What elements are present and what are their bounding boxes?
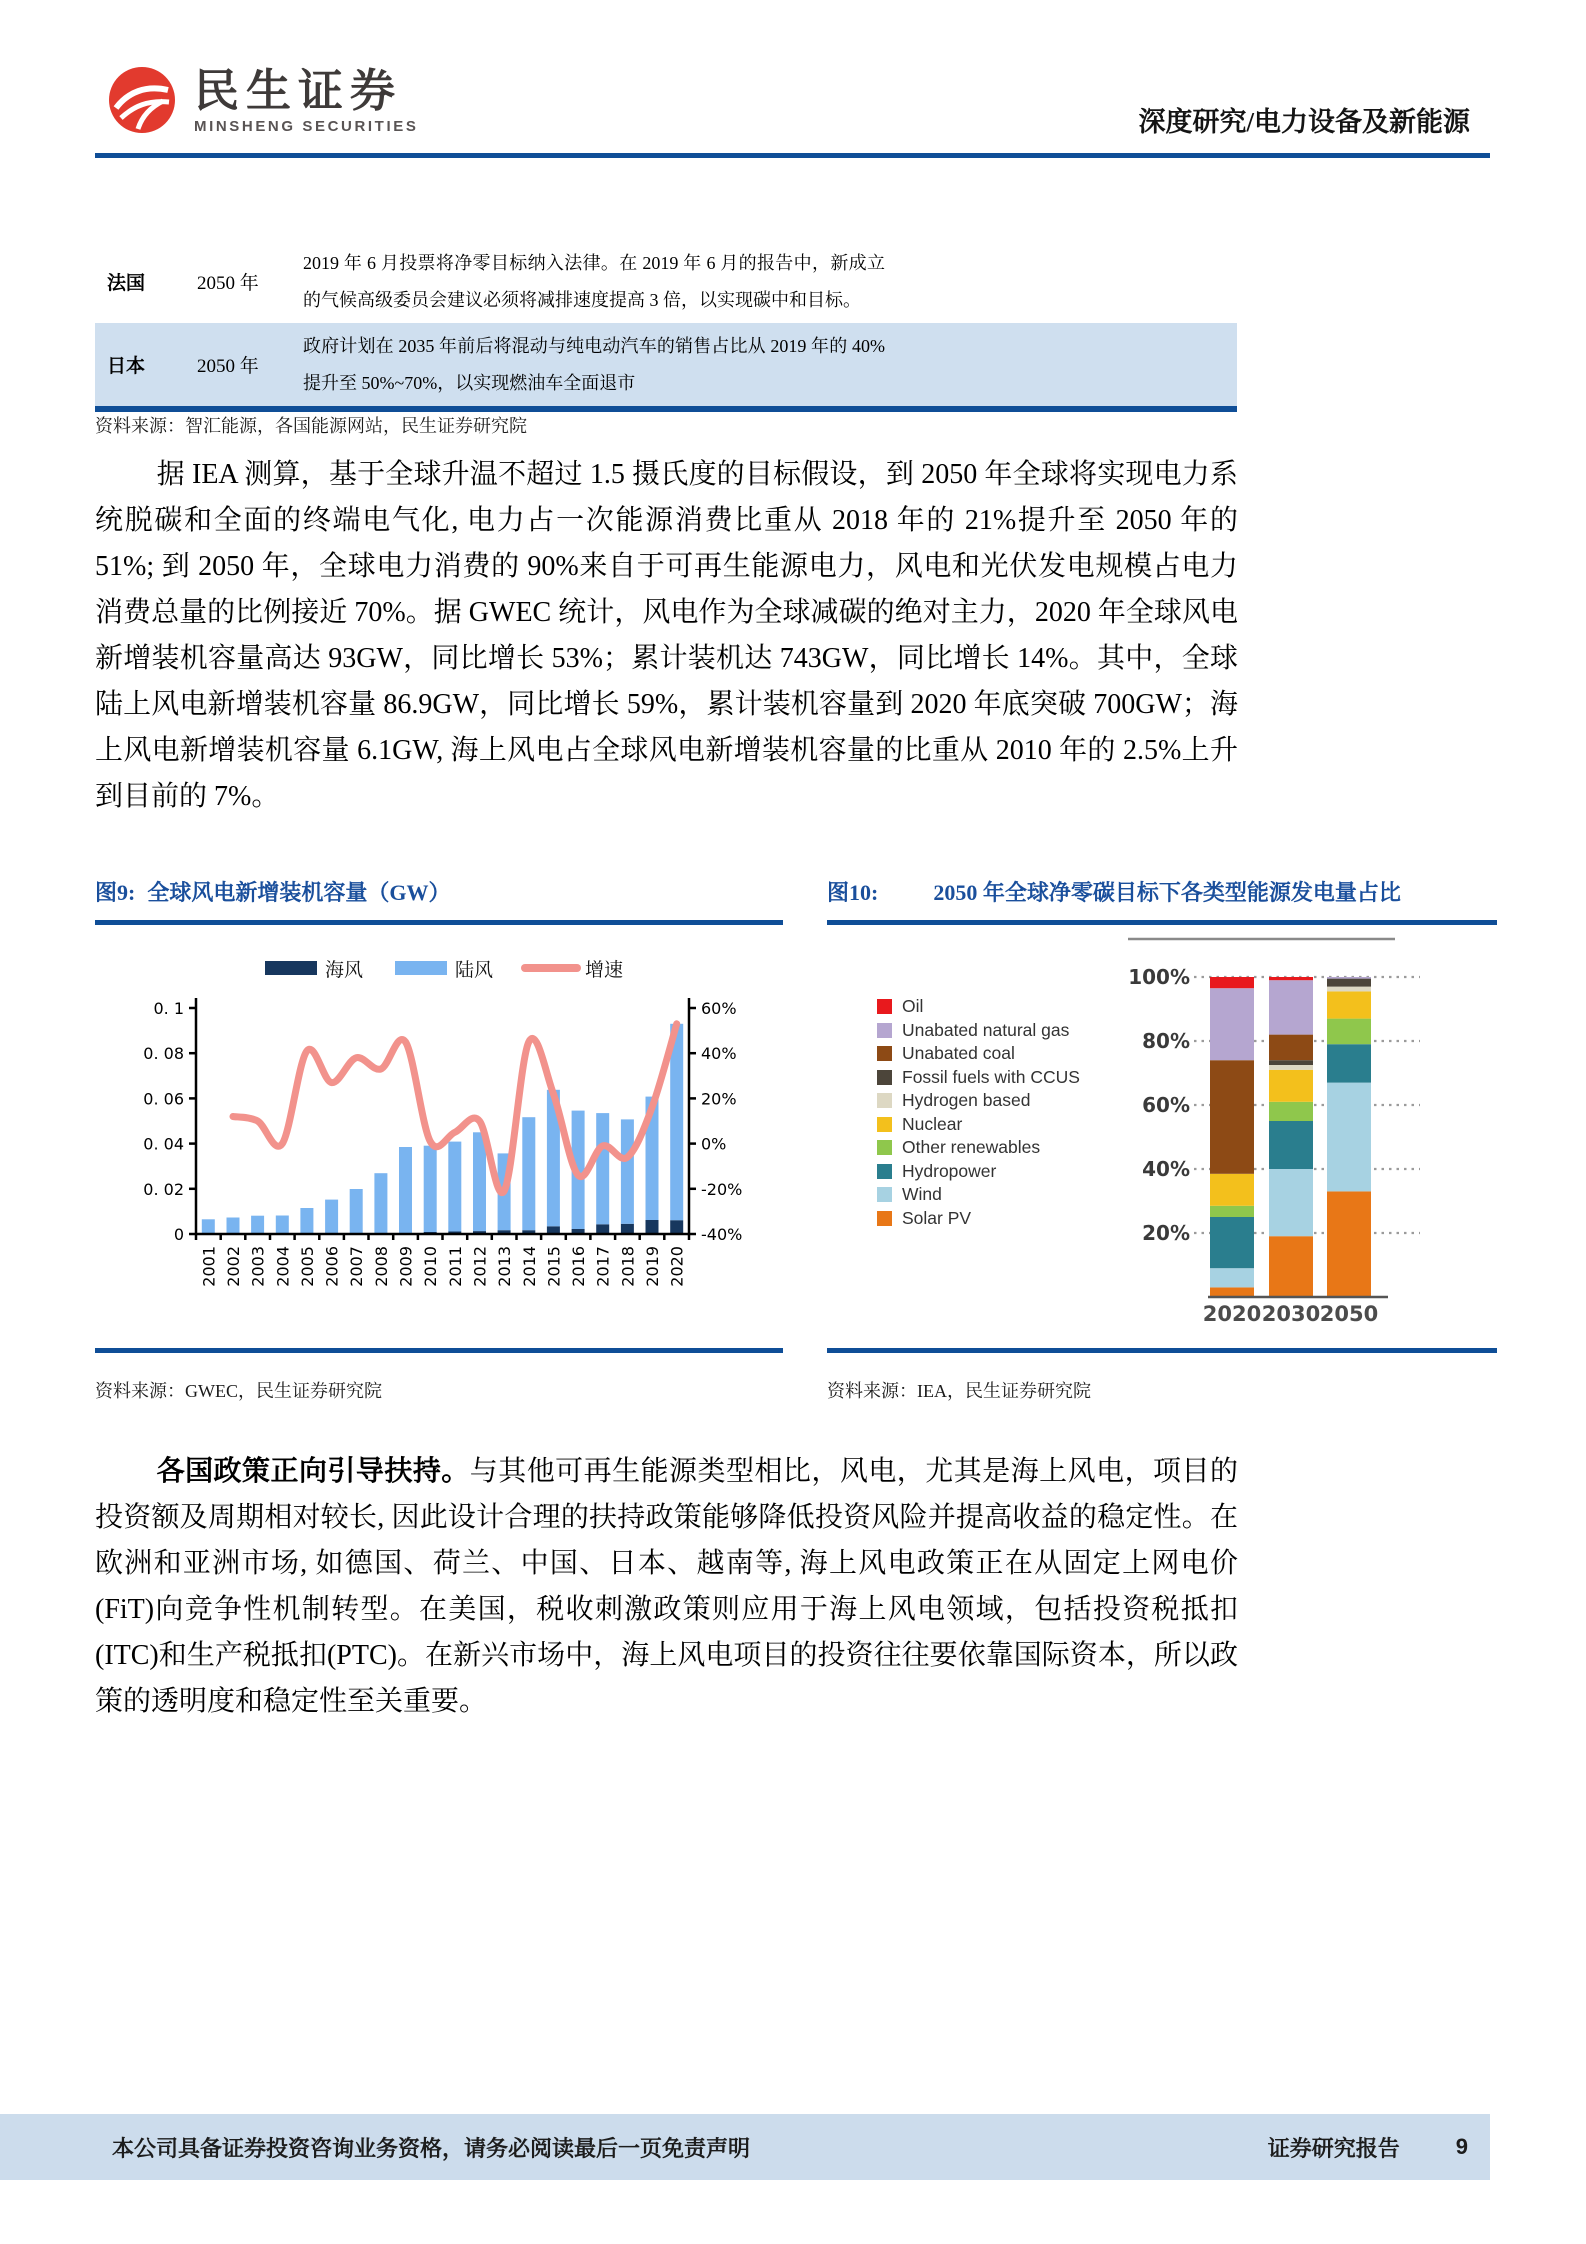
fig10-legend [877,995,1080,1230]
svg-text:2006: 2006 [322,1246,342,1287]
brand-block [194,66,418,135]
table-row [95,323,1237,406]
legend-item [877,1042,1080,1066]
legend-swatch [877,1023,892,1038]
footer-disclaimer: 本公司具备证券投资咨询业务资格，请务必阅读最后一页免责声明 [112,2135,751,2161]
legend-swatch [877,1070,892,1085]
svg-text:2002: 2002 [224,1246,243,1287]
svg-text:2020: 2020 [667,1246,687,1287]
legend-swatch [877,1187,892,1202]
legend-label: Oil [902,996,924,1017]
svg-text:2010: 2010 [421,1246,441,1287]
svg-text:2019: 2019 [643,1246,662,1287]
figure-9-title [95,876,783,925]
legend-swatch [877,1211,892,1226]
figure-10-body [827,925,1497,1353]
figure-9-body [95,925,783,1353]
legend-label: Hydropower [902,1160,997,1181]
svg-text:2009: 2009 [396,1246,416,1287]
svg-text:2008: 2008 [371,1246,391,1287]
legend-item [877,1207,1080,1231]
figure-10 [827,876,1497,1403]
header-rule [95,153,1490,158]
legend-swatch [877,1046,892,1061]
legend-label: Nuclear [902,1113,963,1134]
legend-swatch [877,1140,892,1155]
svg-text:40%: 40% [1142,1157,1190,1181]
footer-right [1268,2132,1468,2163]
country-cell: 日本 [107,356,146,377]
svg-text:2015: 2015 [544,1246,564,1287]
table-source: 资料来源：智汇能源，各国能源网站，民生证券研究院 [95,416,527,436]
legend-item [877,995,1080,1019]
svg-text:80%: 80% [1142,1029,1190,1053]
svg-text:2001: 2001 [199,1246,219,1287]
svg-text:2013: 2013 [495,1246,515,1287]
svg-text:2020: 2020 [1202,1302,1262,1326]
legend-label: Hydrogen based [902,1090,1031,1111]
svg-text:20%: 20% [1142,1221,1190,1245]
header [108,66,418,135]
figure-9-label: 图9: [95,880,136,905]
svg-text:60%: 60% [701,999,737,1018]
svg-text:0. 04: 0. 04 [143,1134,184,1154]
legend-item [877,1113,1080,1137]
table-row [95,240,1237,323]
svg-text:60%: 60% [1142,1093,1190,1117]
legend-item [877,1019,1080,1043]
policy-desc-cell: 政府计划在 2035 年前后将混动与纯电动汽车的销售占比从 2019 年的 40%提升至 50%~70%，以实现燃油车全面退市 [303,335,885,393]
svg-text:海风: 海风 [325,960,364,981]
svg-text:0. 02: 0. 02 [143,1179,184,1199]
svg-text:2017: 2017 [593,1246,613,1287]
fig9-chart [95,925,783,1353]
country-cell: 法国 [107,273,146,294]
paragraph-lead: 各国政策正向引导扶持。 [156,1455,470,1486]
legend-swatch [877,1093,892,1108]
legend-item [877,1136,1080,1160]
figure-9-title-text: 全球风电新增装机容量（GW） [147,880,451,905]
svg-text:2007: 2007 [347,1246,367,1287]
svg-text:2011: 2011 [445,1246,465,1287]
target-year-cell: 2050 年 [197,273,259,294]
svg-text:2004: 2004 [273,1246,293,1287]
brand-name-cn: 民生证券 [194,65,403,116]
figure-10-title-text: 2050 年全球净零碳目标下各类型能源发电量占比 [933,880,1401,905]
svg-text:2003: 2003 [248,1246,268,1287]
svg-text:2030: 2030 [1261,1302,1321,1326]
legend-item [877,1160,1080,1184]
target-year-cell: 2050 年 [197,356,259,377]
report-category: 深度研究/电力设备及新能源 [1138,107,1470,137]
legend-item [877,1066,1080,1090]
svg-text:40%: 40% [701,1044,737,1064]
svg-text:20%: 20% [701,1089,737,1109]
svg-text:2050: 2050 [1319,1302,1379,1326]
legend-swatch [877,1164,892,1179]
svg-text:2014: 2014 [519,1246,539,1287]
energy-mix-chart [1126,931,1461,1336]
figure-9-source: 资料来源：GWEC，民生证券研究院 [95,1381,382,1401]
svg-text:0: 0 [173,1225,184,1244]
minsheng-logo-icon [108,66,176,134]
legend-label: Wind [902,1184,942,1205]
footer-bar [0,2114,1490,2180]
paragraph-body: 与其他可再生能源类型相比，风电，尤其是海上风电，项目的投资额及周期相对较长, 因此设计合理的扶持政策能够降低投资风险并提高收益的稳定性。在欧洲和亚洲市场, 如德国、荷兰、中国、日本、越南等, 海上风电政策正在从固定上网电价(FiT)向竞争性机制转型。在美国，税收刺激政策则应用于海上风电领域，包括投资税抵扣 (ITC)和生产税抵扣(PTC)。在新兴市场中，海上风电项目的投资往往要依靠国际资本，所以政策的透明度和稳定性至关重要。 [95,1456,1238,1717]
legend-swatch [877,999,892,1014]
paragraph-iea: 据 IEA 测算，基于全球升温不超过 1.5 摄氏度的目标假设，到 2050 年全球将实现电力系统脱碳和全面的终端电气化, 电力占一次能源消费比重从 2018 年的 21%提升至 2050 年的 51%; 到 2050 年，全球电力消费的 90%来自于可再生能源电力，风电和光伏发电规模占电力消费总量的比例接近 70%。据 GWEC 统计，风电作为全球减碳的绝对主力，2020 年全球风电新增装机容量高达 93GW，同比增长 53%；累计装机达 743GW，同比增长 14%。其中，全球陆上风电新增装机容量 86.9GW，同比增长 59%，累计装机容量到 2020 年底突破 700GW；海上风电新增装机容量 6.1GW, 海上风电占全球风电新增装机容量的比重从 2010 年的 2.5%上升到目前的 7%。 [95,459,1238,812]
svg-text:0. 08: 0. 08 [143,1044,184,1064]
paragraph-policy [95,1448,1238,1725]
svg-text:2018: 2018 [618,1246,638,1287]
svg-text:100%: 100% [1128,965,1190,989]
legend-label: Unabated coal [902,1043,1015,1064]
legend-item [877,1089,1080,1113]
svg-text:陆风: 陆风 [455,960,494,981]
fig10-chart [1126,931,1461,1341]
figure-10-title [827,876,1497,925]
svg-text:2012: 2012 [470,1246,490,1287]
legend-label: Solar PV [902,1207,972,1228]
wind-capacity-chart [95,925,783,1348]
figure-10-label: 图10: [827,880,879,905]
svg-text:2016: 2016 [569,1246,589,1287]
footer-report-type: 证券研究报告 [1267,2135,1400,2161]
policy-table [95,240,1237,412]
brand-name-en: MINSHENG SECURITIES [194,118,419,135]
legend-item [877,1183,1080,1207]
figure-9 [95,876,783,1403]
svg-text:-20%: -20% [701,1179,743,1199]
legend-swatch [877,1117,892,1132]
policy-desc-cell: 2019 年 6 月投票将净零目标纳入法律。在 2019 年 6 月的报告中，新成立的气候高级委员会建议必须将减排速度提高 3 倍，以实现碳中和目标。 [303,252,885,310]
svg-text:0. 1: 0. 1 [153,999,184,1018]
legend-label: Fossil fuels with CCUS [902,1066,1080,1087]
svg-text:2005: 2005 [297,1246,317,1287]
figure-10-source: 资料来源：IEA，民生证券研究院 [827,1381,1091,1401]
svg-text:增速: 增速 [585,960,624,981]
svg-text:0%: 0% [701,1134,727,1154]
svg-text:-40%: -40% [701,1225,743,1244]
svg-text:0. 06: 0. 06 [143,1089,184,1109]
legend-label: Unabated natural gas [902,1019,1070,1040]
legend-label: Other renewables [902,1137,1041,1158]
page-number: 9 [1455,2134,1468,2159]
